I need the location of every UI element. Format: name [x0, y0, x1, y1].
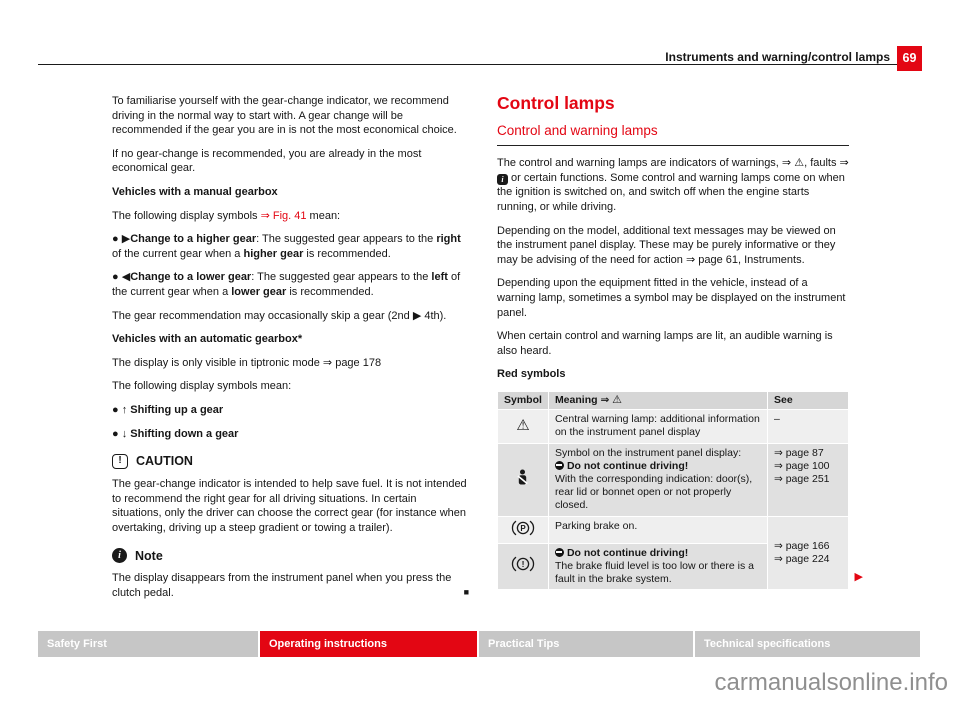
- stop-label: Do not continue driving!: [566, 459, 689, 472]
- warning-triangle-icon: ⚠: [612, 393, 623, 406]
- meaning-line: Symbol on the instrument panel display:: [554, 446, 742, 459]
- bullet-bold: lower gear: [231, 285, 287, 298]
- right-column: [497, 93, 863, 586]
- note-heading: [112, 548, 469, 563]
- bullet-text: : The suggested gear appears to the: [256, 233, 437, 246]
- page-number: 69: [897, 46, 922, 71]
- body-text: , faults ⇒: [804, 157, 849, 170]
- column-header-symbol: Symbol: [498, 391, 549, 409]
- see-cell: [768, 443, 849, 516]
- paragraph-tiptronic: The display is only visible in tiptronic mode ⇒ page 178: [112, 356, 382, 369]
- page-ref: ⇒ page 251: [774, 472, 830, 485]
- section-title: Control lamps: [497, 93, 615, 113]
- left-arrow-icon: ◀: [121, 271, 131, 284]
- see-cell: –: [768, 410, 849, 443]
- bullet-shift-up: [112, 403, 469, 418]
- section-end-icon: ■: [463, 587, 469, 598]
- stop-icon: [555, 461, 564, 470]
- note-text: [112, 571, 469, 600]
- footer-tab-practical-tips[interactable]: Practical Tips: [479, 631, 693, 657]
- bullet-icon: ●: [112, 233, 119, 246]
- bullet-icon: ●: [112, 427, 119, 440]
- note-body: The display disappears from the instrument panel when you press the clutch pedal.: [112, 572, 452, 600]
- table-header-row: [498, 391, 849, 409]
- left-column: [112, 94, 469, 601]
- right-arrow-icon: ▶: [121, 233, 131, 246]
- meaning-line: With the corresponding indication: door(s), rear lid or bonnet open or not properly closed.: [554, 472, 753, 512]
- bullet-bold: right: [436, 233, 461, 246]
- caution-heading: [112, 454, 469, 469]
- table-row-central-warning: [498, 410, 849, 443]
- meaning-line: [555, 547, 761, 560]
- meaning-cell: Central warning lamp: additional information on the instrument panel display: [548, 410, 767, 443]
- bullet-label: Shifting up a gear: [130, 403, 224, 416]
- page-ref: ⇒ page 87: [774, 446, 824, 459]
- bullet-label: Change to a higher gear: [130, 233, 257, 246]
- warning-triangle-icon: ⚠: [794, 157, 805, 170]
- down-arrow-icon: ↓: [121, 427, 128, 440]
- meaning-line: The brake fluid level is too low or there is a fault in the brake system.: [554, 559, 754, 586]
- footer-tab-technical-specifications[interactable]: Technical specifications: [695, 631, 920, 657]
- bullet-text: of the current gear when a: [112, 247, 244, 260]
- bullet-icon: ●: [112, 271, 119, 284]
- table-row-seatbelt: [498, 443, 849, 516]
- svg-text:!: !: [521, 559, 525, 570]
- bullet-lower-gear: [112, 270, 469, 299]
- body-text: The control and warning lamps are indicators of warnings, ⇒: [497, 157, 795, 170]
- column-header-meaning: [548, 391, 767, 409]
- footer-tab-operating-instructions[interactable]: Operating instructions: [260, 631, 477, 657]
- meaning-cell: Parking brake on.: [548, 516, 767, 543]
- manual-gearbox-heading: Vehicles with a manual gearbox: [112, 185, 278, 198]
- caution-text: The gear-change indicator is intended to help save fuel. It is not intended to recommend the right gear for all driving situations. In certain situations, only the driver can choose the correct gear (for instance when overtaking, driving up a steep gradient or towing a trailer).: [112, 478, 467, 534]
- paragraph-text-messages: Depending on the model, additional text messages may be viewed on the instrument panel display. These may be purely informative or they may be advising of the need for action ⇒ page 61, Instruments.: [497, 224, 836, 266]
- red-symbols-heading: Red symbols: [497, 368, 566, 381]
- info-icon: i: [497, 174, 508, 185]
- bullet-shift-down: [112, 427, 469, 442]
- bullet-text: is recommended.: [286, 285, 374, 298]
- page-ref: ⇒ page 166: [774, 539, 830, 552]
- page-header-title: Instruments and warning/control lamps: [665, 50, 890, 64]
- column-header-see: See: [768, 391, 849, 409]
- bullet-bold: left: [431, 271, 448, 284]
- red-symbols-table: [497, 391, 849, 590]
- bullet-label: Change to a lower gear: [130, 271, 252, 284]
- paragraph-no-gear-change: If no gear-change is recommended, you are already in the most economical gear.: [112, 147, 422, 175]
- bullet-label: Shifting down a gear: [130, 427, 239, 440]
- header-text: Meaning ⇒: [554, 393, 610, 406]
- central-warning-lamp-icon: ⚠: [516, 417, 530, 435]
- meaning-line: [555, 460, 761, 473]
- paragraph-gear-indicator: To familiarise yourself with the gear-change indicator, we recommend driving in the normal way to start with. A gear change will be recommended if the gear you are in is not the most economical choice.: [112, 95, 457, 137]
- continuation-arrow-icon: ▶: [854, 571, 863, 584]
- watermark: carmanualsonline.info: [714, 669, 948, 696]
- page-ref: ⇒ page 224: [774, 552, 830, 565]
- subsection-title: Control and warning lamps: [497, 124, 849, 147]
- stop-icon: [555, 548, 564, 557]
- bullet-text: is recommended.: [303, 247, 391, 260]
- paragraph-control-lamps: [497, 156, 849, 214]
- caution-title: CAUTION: [136, 454, 193, 469]
- paragraph-audible-warning: When certain control and warning lamps are lit, an audible warning is also heard.: [497, 330, 833, 357]
- footer-tab-safety-first[interactable]: Safety First: [38, 631, 258, 657]
- svg-text:P: P: [520, 523, 526, 533]
- header-divider: [38, 64, 897, 65]
- intro-text: mean:: [306, 209, 341, 222]
- bullet-higher-gear: [112, 232, 469, 261]
- note-icon: i: [112, 548, 127, 563]
- bullet-text: of the current gear when a: [112, 271, 461, 298]
- bullet-icon: ●: [112, 403, 119, 416]
- body-text: or certain functions. Some control and warning lamps come on when the ignition is switched on, and switch off when the engine starts running, or while driving.: [497, 171, 845, 213]
- paragraph-symbols-mean: The following display symbols mean:: [112, 380, 292, 393]
- parking-brake-icon: [511, 520, 535, 536]
- brake-system-icon: [511, 556, 535, 572]
- page-ref: ⇒ page 100: [774, 459, 830, 472]
- note-title: Note: [135, 548, 163, 563]
- seatbelt-icon: [515, 469, 530, 485]
- fig-41-link[interactable]: ⇒ Fig. 41: [260, 209, 307, 222]
- paragraph-display-symbols: [112, 209, 469, 224]
- footer-nav: [38, 631, 920, 657]
- table-row-parking-brake: [498, 516, 849, 543]
- automatic-gearbox-heading: Vehicles with an automatic gearbox*: [112, 333, 303, 346]
- stop-label: Do not continue driving!: [566, 546, 689, 559]
- bullet-bold: higher gear: [243, 247, 304, 260]
- intro-text: The following display symbols: [112, 209, 261, 222]
- paragraph-skip-gear: The gear recommendation may occasionally skip a gear (2nd ▶ 4th).: [112, 309, 447, 322]
- bullet-text: : The suggested gear appears to the: [251, 271, 432, 284]
- meaning-cell: [548, 443, 767, 516]
- paragraph-equipment: Depending upon the equipment fitted in the vehicle, instead of a warning lamp, sometimes a symbol may be displayed on the instrument panel.: [497, 277, 846, 319]
- caution-icon: !: [112, 454, 128, 469]
- up-arrow-icon: ↑: [121, 403, 128, 416]
